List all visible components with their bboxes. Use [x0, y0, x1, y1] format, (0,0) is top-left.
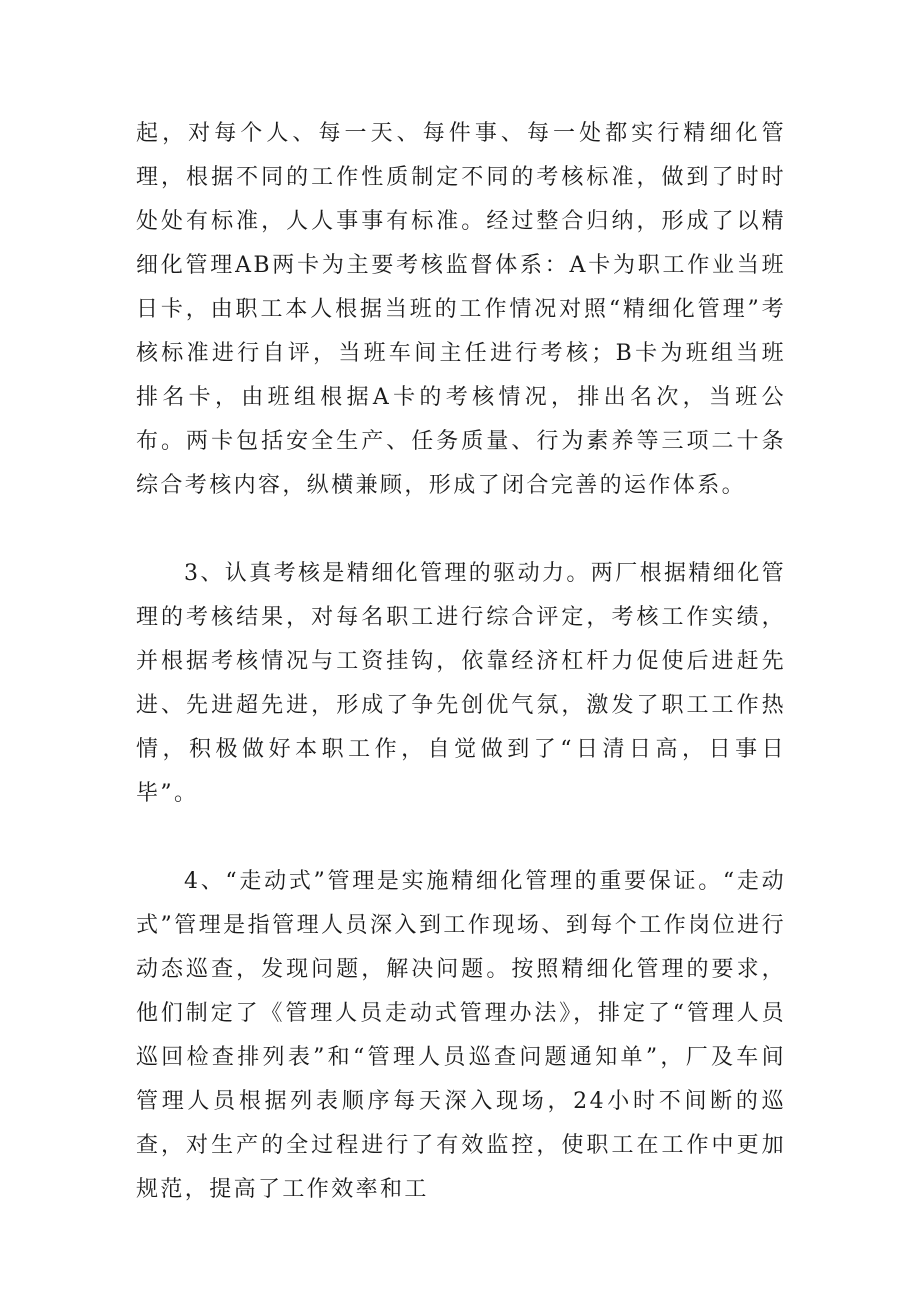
document-body [136, 112, 786, 1212]
paragraph-section-4: 4、“走动式”管理是实施精细化管理的重要保证。“走动式”管理是指管理人员深入到工作现场、到每个工作岗位进行动态巡查，发现问题，解决问题。按照精细化管理的要求，他们制定了《管理人员走动式管理办法》，排定了“管理人员巡回检查排列表”和“管理人员巡查问题通知单”，厂及车间管理人员根据列表顺序每天深入现场，24小时不间断的巡查，对生产的全过程进行了有效监控，使职工在工作中更加规范，提高了工作效率和工 [136, 869, 786, 1202]
paragraph-section-3: 3、认真考核是精细化管理的驱动力。两厂根据精细化管理的考核结果，对每名职工进行综合评定，考核工作实绩，并根据考核情况与工资挂钩，依靠经济杠杆力促使后进赶先进、先进超先进，形成了争先创优气氛，激发了职工工作热情，积极做好本职工作，自觉做到了“日清日高，日事日毕”。 [136, 561, 786, 806]
paragraph-continuation: 起，对每个人、每一天、每件事、每一处都实行精细化管理，根据不同的工作性质制定不同的考核标准，做到了时时处处有标准，人人事事有标准。经过整合归纳，形成了以精细化管理AB两卡为主要考核监督体系：A卡为职工作业当班日卡，由职工本人根据当班的工作情况对照“精细化管理”考核标准进行自评，当班车间主任进行考核；B卡为班组当班排名卡，由班组根据A卡的考核情况，排出名次，当班公布。两卡包括安全生产、任务质量、行为素养等三项二十条综合考核内容，纵横兼顾，形成了闭合完善的运作体系。 [136, 121, 786, 498]
